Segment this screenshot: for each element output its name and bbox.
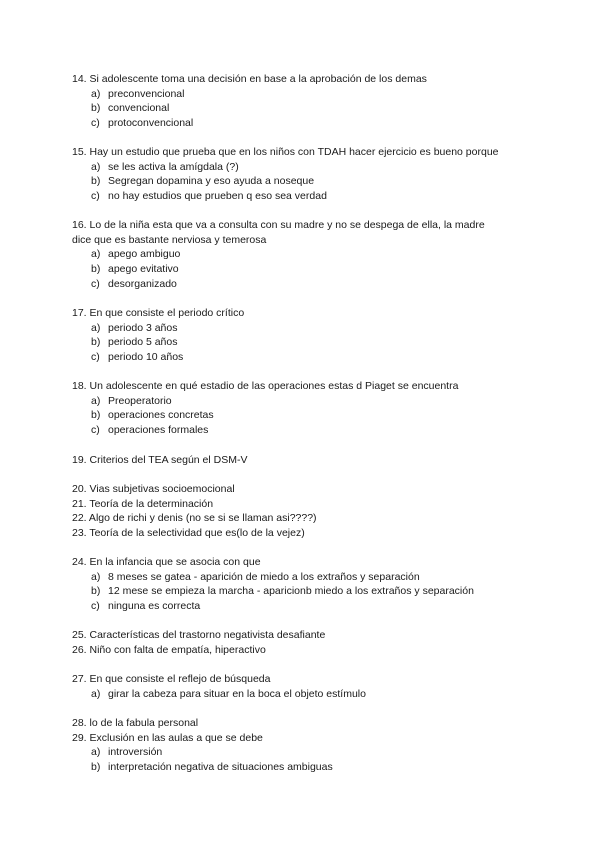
- option-b: [72, 584, 542, 599]
- option-letter: a): [91, 248, 101, 261]
- option-b: [72, 262, 542, 277]
- option-text: operaciones formales: [108, 424, 209, 437]
- option-c: [72, 423, 542, 438]
- question-text: 16. Lo de la niña esta que va a consulta con su madre y no se despega de ella, la madre: [72, 219, 485, 231]
- option-c: [72, 599, 542, 614]
- option-text: 12 mese se empieza la marcha - aparicionb miedo a los extraños y separación: [108, 585, 474, 598]
- question-17: [72, 306, 542, 365]
- option-letter: b): [91, 175, 101, 188]
- option-a: [72, 394, 542, 409]
- question-group-20-23: [72, 482, 542, 541]
- question-text: 17. En que consiste el periodo crítico: [72, 307, 245, 319]
- option-c: [72, 350, 542, 365]
- option-letter: c): [91, 600, 100, 613]
- option-letter: a): [91, 746, 101, 759]
- option-text: Preoperatorio: [108, 394, 172, 407]
- question-18: [72, 379, 542, 438]
- question-text-continued: dice que es bastante nerviosa y temerosa: [72, 233, 267, 246]
- option-text: se les activa la amígdala (?): [108, 160, 239, 173]
- option-letter: a): [91, 687, 101, 700]
- question-29: 29. Exclusión en las aulas a que se debe: [72, 731, 263, 744]
- question-24: [72, 555, 542, 614]
- option-text: periodo 3 años: [108, 321, 178, 334]
- option-text: interpretación negativa de situaciones ambiguas: [108, 761, 333, 774]
- option-text: Segregan dopamina y eso ayuda a noseque: [108, 175, 315, 188]
- option-a: [72, 247, 542, 262]
- option-text: periodo 5 años: [108, 336, 178, 349]
- question-text: 24. En la infancia que se asocia con que: [72, 556, 261, 568]
- option-letter: b): [91, 102, 101, 115]
- option-letter: b): [91, 761, 101, 774]
- option-b: [72, 408, 542, 423]
- option-text: periodo 10 años: [108, 351, 184, 364]
- option-letter: b): [91, 263, 101, 276]
- option-letter: a): [91, 160, 101, 173]
- option-a: [72, 570, 542, 585]
- option-letter: c): [91, 190, 100, 203]
- option-text: protoconvencional: [108, 117, 194, 130]
- question-text: 15. Hay un estudio que prueba que en los niños con TDAH hacer ejercicio es bueno porque: [72, 146, 499, 158]
- option-text: apego ambiguo: [108, 248, 181, 261]
- option-letter: c): [91, 424, 100, 437]
- option-a: [72, 321, 542, 336]
- option-a: [72, 160, 542, 175]
- option-text: 8 meses se gatea - aparición de miedo a los extraños y separación: [108, 570, 420, 583]
- option-a: [72, 687, 542, 702]
- question-23: 23. Teoría de la selectividad que es(lo de la vejez): [72, 527, 305, 540]
- question-text: 18. Un adolescente en qué estadio de las operaciones estas d Piaget se encuentra: [72, 380, 459, 392]
- option-c: [72, 277, 542, 292]
- question-20: 20. Vias subjetivas socioemocional: [72, 483, 235, 495]
- question-28: 28. lo de la fabula personal: [72, 717, 199, 729]
- option-text: apego evitativo: [108, 263, 179, 276]
- option-text: convencional: [108, 102, 170, 115]
- option-b: [72, 335, 542, 350]
- question-text: 27. En que consiste el reflejo de búsqueda: [72, 673, 271, 685]
- option-letter: c): [91, 351, 100, 364]
- question-22: 22. Algo de richi y denis (no se si se llaman asi????): [72, 512, 317, 525]
- question-26: 26. Niño con falta de empatía, hiperactivo: [72, 643, 266, 656]
- option-a: [72, 87, 542, 102]
- option-text: girar la cabeza para situar en la boca el objeto estímulo: [108, 687, 366, 700]
- option-letter: c): [91, 277, 100, 290]
- question-14: [72, 72, 542, 131]
- question-19: [72, 453, 542, 468]
- question-25: 25. Características del trastorno negativista desafiante: [72, 629, 326, 641]
- option-letter: b): [91, 409, 101, 422]
- question-text: 14. Si adolescente toma una decisión en base a la aprobación de los demas: [72, 73, 427, 85]
- question-group-25-26: [72, 628, 542, 657]
- option-b: [72, 760, 542, 775]
- option-letter: a): [91, 87, 101, 100]
- option-letter: b): [91, 585, 101, 598]
- option-letter: b): [91, 336, 101, 349]
- option-c: [72, 116, 542, 131]
- question-15: [72, 145, 542, 204]
- question-group-28-29: [72, 716, 542, 775]
- question-text: 19. Criterios del TEA según el DSM-V: [72, 454, 248, 466]
- option-letter: c): [91, 117, 100, 130]
- option-text: desorganizado: [108, 277, 177, 290]
- option-text: preconvencional: [108, 87, 185, 100]
- question-16: [72, 218, 542, 292]
- option-letter: a): [91, 570, 101, 583]
- option-text: introversión: [108, 746, 163, 759]
- option-b: [72, 174, 542, 189]
- question-27: [72, 672, 542, 701]
- option-text: no hay estudios que prueben q eso sea verdad: [108, 190, 327, 203]
- option-letter: a): [91, 321, 101, 334]
- question-21: 21. Teoría de la determinación: [72, 497, 214, 510]
- option-letter: a): [91, 394, 101, 407]
- option-c: [72, 189, 542, 204]
- option-text: operaciones concretas: [108, 409, 214, 422]
- option-a: [72, 745, 542, 760]
- option-b: [72, 101, 542, 116]
- option-text: ninguna es correcta: [108, 600, 201, 613]
